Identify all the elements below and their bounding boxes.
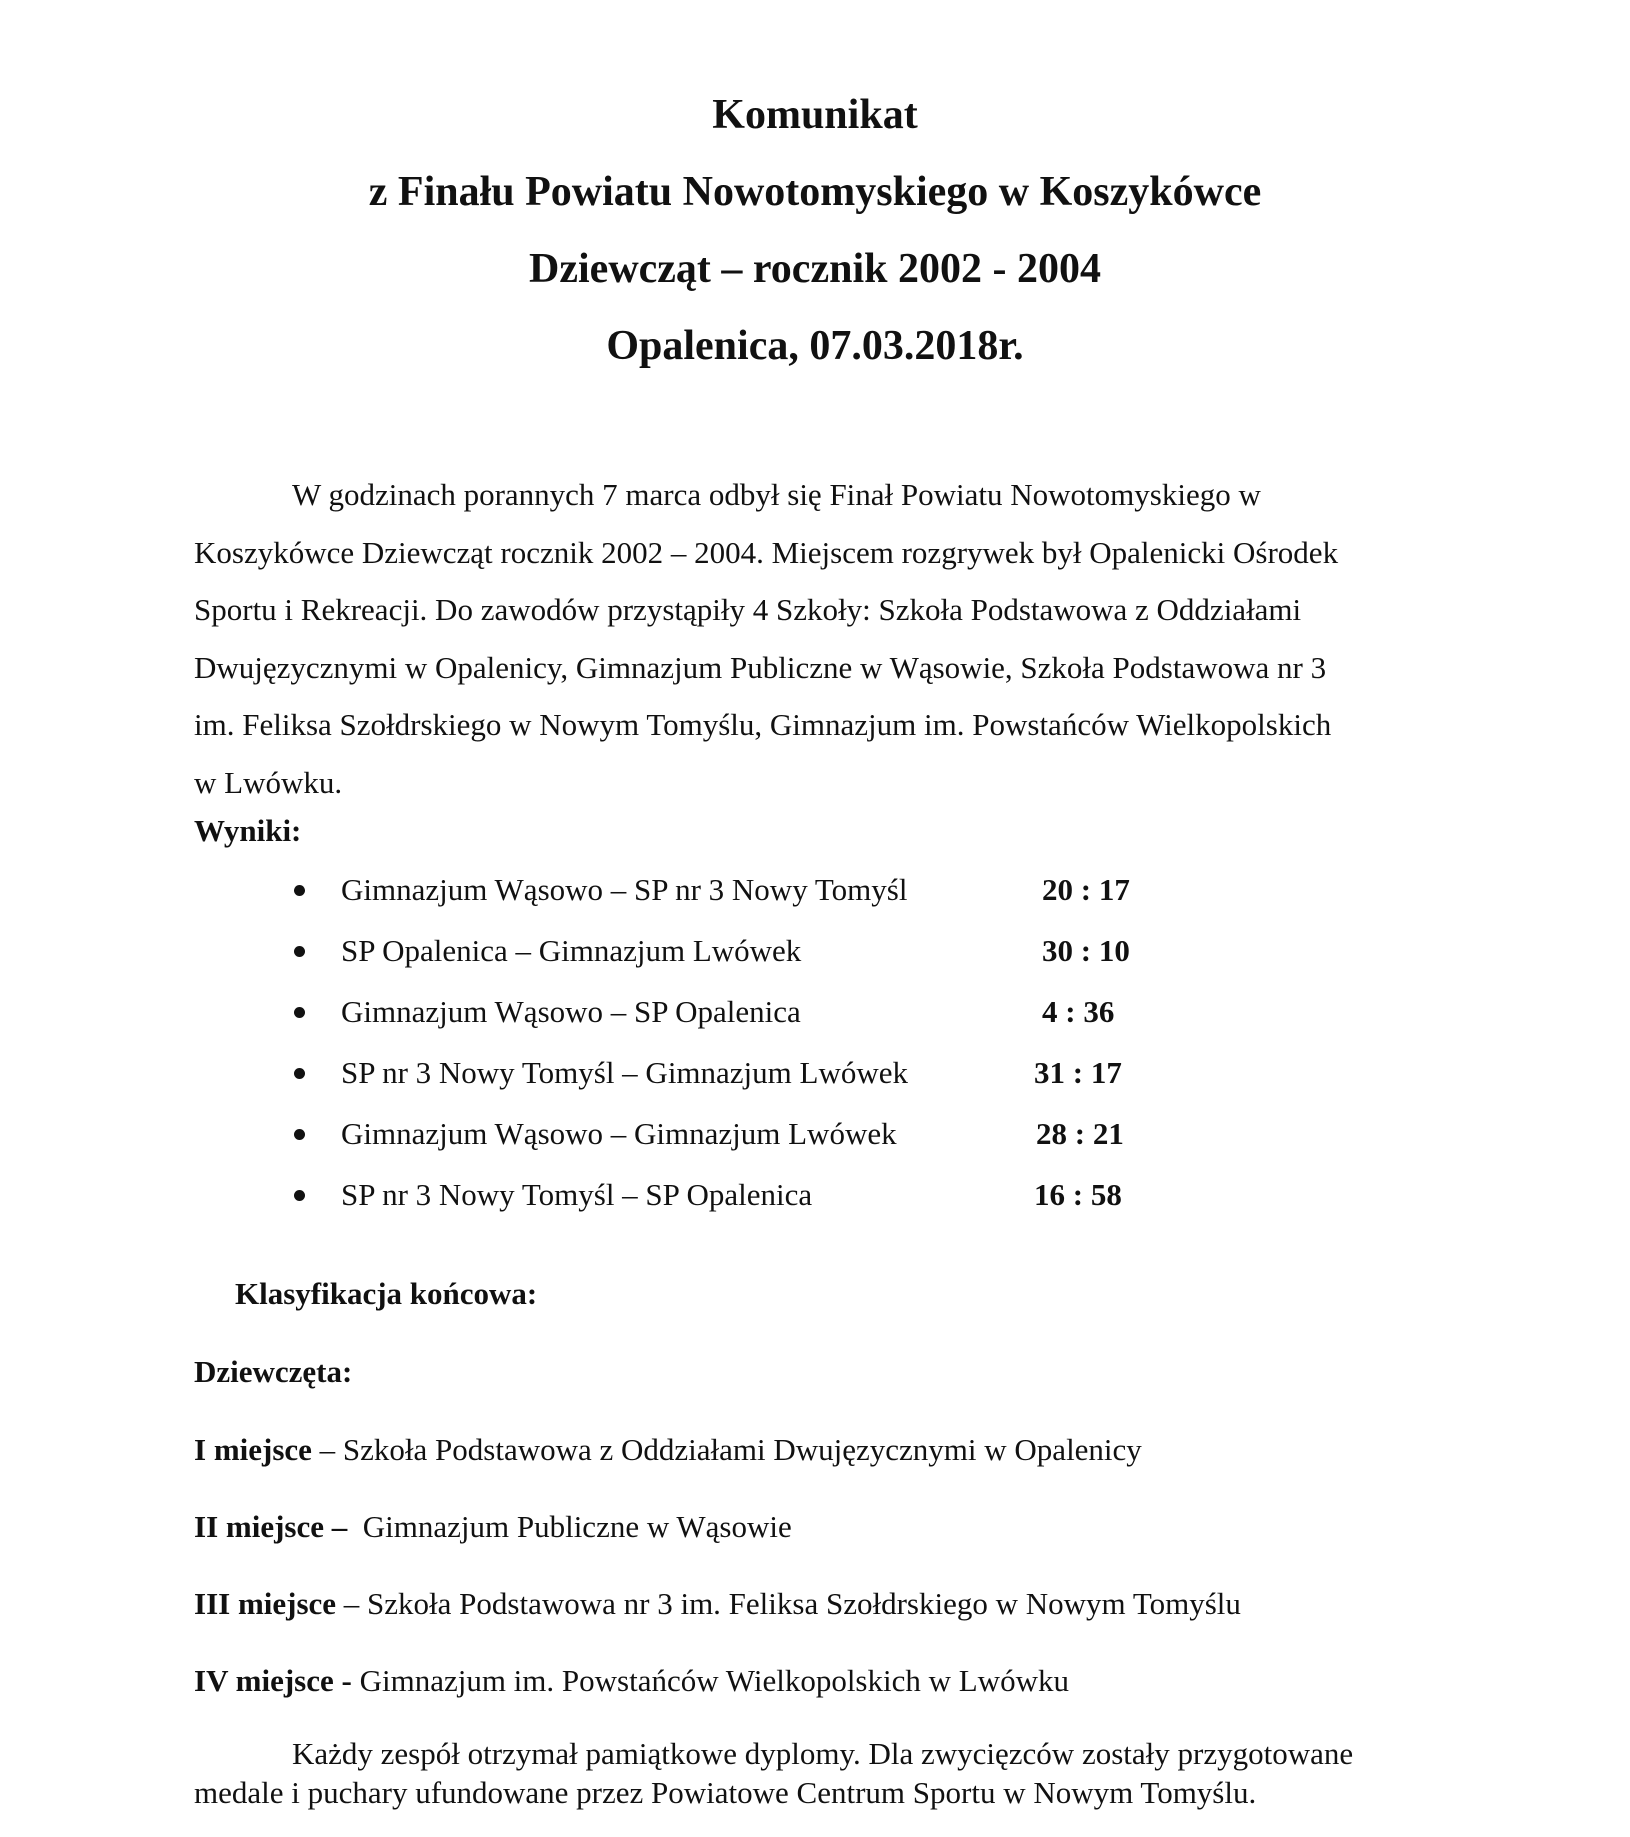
result-score: 20 : 17: [1042, 872, 1130, 907]
place-school: Szkoła Podstawowa nr 3 im. Feliksa Szołdrskiego w Nowym Tomyślu: [367, 1586, 1241, 1621]
place-3: [194, 1588, 1241, 1619]
result-match: Gimnazjum Wąsowo – SP nr 3 Nowy Tomyśl: [341, 872, 908, 907]
result-score: 4 : 36: [1042, 994, 1115, 1029]
place-rank: III miejsce: [194, 1586, 337, 1621]
intro-line: Koszykówce Dziewcząt rocznik 2002 – 2004. Miejscem rozgrywek był Opalenicki Ośrodek: [194, 534, 1339, 570]
result-score: 31 : 17: [1034, 1055, 1122, 1090]
place-1: [194, 1434, 1142, 1465]
classification-heading: Klasyfikacja końcowa:: [235, 1276, 538, 1311]
place-separator: –: [336, 1586, 368, 1621]
result-score: 30 : 10: [1042, 933, 1130, 968]
bullet-icon: [294, 1007, 305, 1018]
place-rank: II miejsce –: [194, 1509, 348, 1544]
results-heading: Wyniki:: [194, 813, 302, 848]
result-item: [0, 1114, 1630, 1154]
place-separator: [352, 1663, 360, 1698]
document-subtitle: z Finału Powiatu Nowotomyskiego w Koszykówce: [368, 169, 1262, 215]
result-item: [0, 870, 1630, 910]
intro-line: w Lwówku.: [194, 764, 343, 800]
document-category: Dziewcząt – rocznik 2002 - 2004: [529, 246, 1101, 292]
place-2: [194, 1511, 792, 1542]
result-match: SP nr 3 Nowy Tomyśl – SP Opalenica: [341, 1177, 813, 1212]
result-match: Gimnazjum Wąsowo – SP Opalenica: [341, 994, 801, 1029]
result-match: SP Opalenica – Gimnazjum Lwówek: [341, 933, 802, 968]
place-school: Gimnazjum im. Powstańców Wielkopolskich w Lwówku: [359, 1663, 1069, 1698]
result-item: [0, 931, 1630, 971]
place-school: Szkoła Podstawowa z Oddziałami Dwujęzycznymi w Opalenicy: [342, 1432, 1142, 1467]
closing-line: Każdy zespół otrzymał pamiątkowe dyplomy. Dla zwycięzców zostały przygotowane: [292, 1736, 1354, 1771]
intro-line: W godzinach porannych 7 marca odbył się Finał Powiatu Nowotomyskiego w: [292, 477, 1261, 512]
document-place-date: Opalenica, 07.03.2018r.: [606, 323, 1024, 369]
result-item: [0, 1175, 1630, 1215]
bullet-icon: [294, 1068, 305, 1079]
intro-line: Sportu i Rekreacji. Do zawodów przystąpiły 4 Szkoły: Szkoła Podstawowa z Oddziałami: [194, 592, 1302, 628]
bullet-icon: [294, 1190, 305, 1201]
result-item: [0, 1053, 1630, 1093]
place-rank: I miejsce: [194, 1432, 312, 1467]
intro-paragraph: [194, 466, 1434, 812]
place-separator: –: [311, 1432, 343, 1467]
closing-paragraph: [194, 1734, 1434, 1812]
result-match: Gimnazjum Wąsowo – Gimnazjum Lwówek: [341, 1116, 897, 1151]
document-title: Komunikat: [712, 92, 918, 138]
place-4: [194, 1665, 1069, 1696]
place-separator: [347, 1509, 363, 1544]
result-match: SP nr 3 Nowy Tomyśl – Gimnazjum Lwówek: [341, 1055, 909, 1090]
bullet-icon: [294, 885, 305, 896]
place-school: Gimnazjum Publiczne w Wąsowie: [362, 1509, 792, 1544]
result-score: 28 : 21: [1036, 1116, 1124, 1151]
result-score: 16 : 58: [1034, 1177, 1122, 1212]
bullet-icon: [294, 1129, 305, 1140]
bullet-icon: [294, 946, 305, 957]
result-item: [0, 992, 1630, 1032]
place-rank: IV miejsce -: [194, 1663, 352, 1698]
intro-line: im. Feliksa Szołdrskiego w Nowym Tomyślu, Gimnazjum im. Powstańców Wielkopolskich: [194, 707, 1332, 743]
closing-line: medale i puchary ufundowane przez Powiatowe Centrum Sportu w Nowym Tomyślu.: [194, 1775, 1257, 1810]
intro-line: Dwujęzycznymi w Opalenicy, Gimnazjum Publiczne w Wąsowie, Szkoła Podstawowa nr 3: [194, 649, 1327, 685]
classification-group-label: Dziewczęta:: [194, 1354, 353, 1389]
